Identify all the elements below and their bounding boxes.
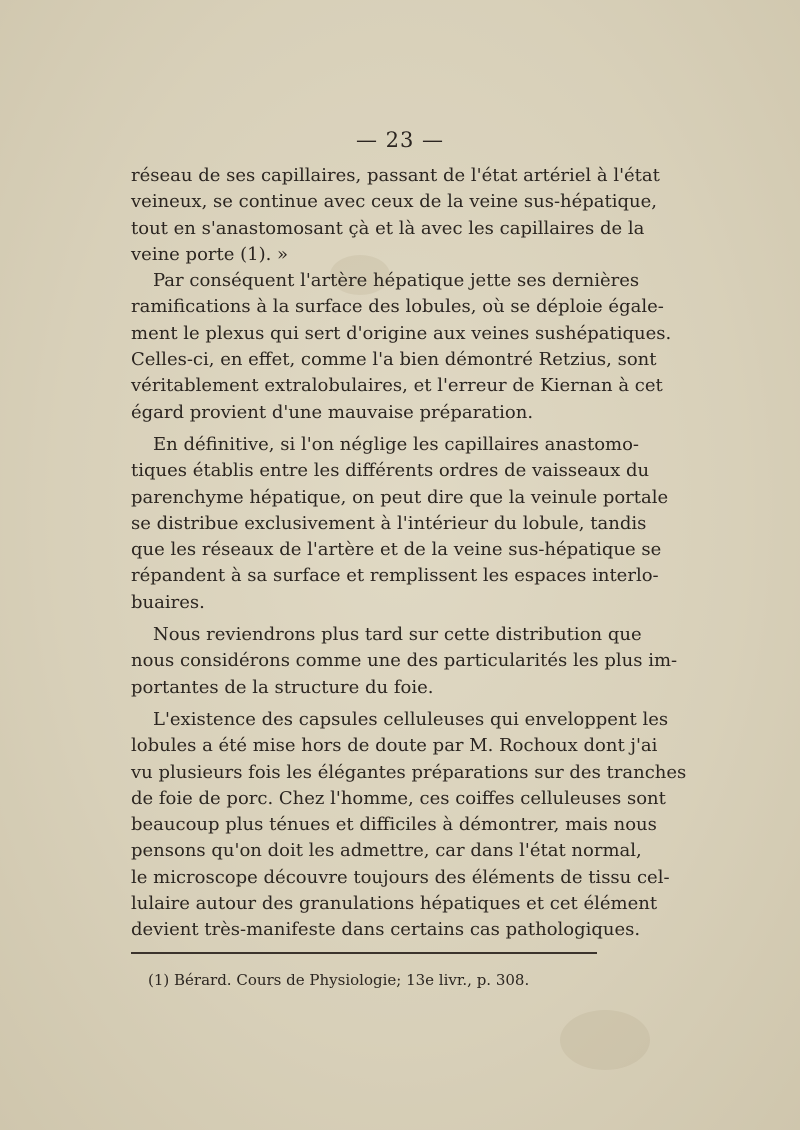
text-line: portantes de la structure du foie. — [131, 676, 434, 698]
text-line: Par conséquent l'artère hépatique jette ses dernières — [153, 270, 640, 292]
paper-stain — [560, 1010, 650, 1070]
body-text — [131, 163, 687, 944]
page-number: — 23 — — [355, 128, 445, 152]
text-line: le microscope découvre toujours des éléments de tissu cel- — [131, 866, 670, 888]
text-line: devient très-manifeste dans certains cas pathologiques. — [131, 919, 641, 941]
text-line: Celles-ci, en effet, comme l'a bien démontré Retzius, sont — [131, 349, 657, 371]
text-line: pensons qu'on doit les admettre, car dans l'état normal, — [131, 840, 642, 862]
text-line: tiques établis entre les différents ordres de vaisseaux du — [131, 460, 650, 482]
text-line: réseau de ses capillaires, passant de l'état artériel à l'état — [131, 165, 660, 186]
text-line: En définitive, si l'on néglige les capillaires anastomo- — [153, 433, 640, 455]
text-line: nous considérons comme une des particularités les plus im- — [131, 650, 678, 672]
text-line: se distribue exclusivement à l'intérieur du lobule, tandis — [131, 512, 647, 534]
text-line: beaucoup plus ténues et difficiles à démontrer, mais nous — [131, 814, 657, 836]
footnote: (1) Bérard. Cours de Physiologie; 13e livr., p. 308. — [148, 971, 530, 989]
text-line: que les réseaux de l'artère et de la veine sus-hépatique se — [131, 539, 662, 561]
text-line: parenchyme hépatique, on peut dire que la veinule portale — [131, 486, 669, 508]
text-line: Nous reviendrons plus tard sur cette distribution que — [153, 624, 642, 646]
text-line: L'existence des capsules celluleuses qui enveloppent les — [153, 708, 669, 730]
text-line: lobules a été mise hors de doute par M. Rochoux dont j'ai — [131, 735, 658, 757]
footnote-rule — [131, 952, 597, 954]
text-line: lulaire autour des granulations hépatiques et cet élément — [131, 893, 658, 915]
text-line: veine porte (1). » — [131, 243, 289, 265]
text-line: égard provient d'une mauvaise préparation. — [131, 401, 534, 423]
text-line: ramifications à la surface des lobules, où se déploie égale- — [131, 296, 664, 318]
text-line: buaires. — [131, 591, 205, 613]
text-line: vu plusieurs fois les élégantes préparations sur des tranches — [131, 761, 687, 783]
text-line: veineux, se continue avec ceux de la veine sus-hépatique, — [131, 191, 658, 213]
text-line: véritablement extralobulaires, et l'erreur de Kiernan à cet — [131, 375, 663, 397]
text-line: tout en s'anastomosant çà et là avec les capillaires de la — [131, 217, 645, 239]
text-line: répandent à sa surface et remplissent les espaces interlo- — [131, 565, 659, 587]
text-line: ment le plexus qui sert d'origine aux veines sushépatiques. — [131, 322, 672, 344]
text-line: de foie de porc. Chez l'homme, ces coiffes celluleuses sont — [131, 787, 666, 809]
